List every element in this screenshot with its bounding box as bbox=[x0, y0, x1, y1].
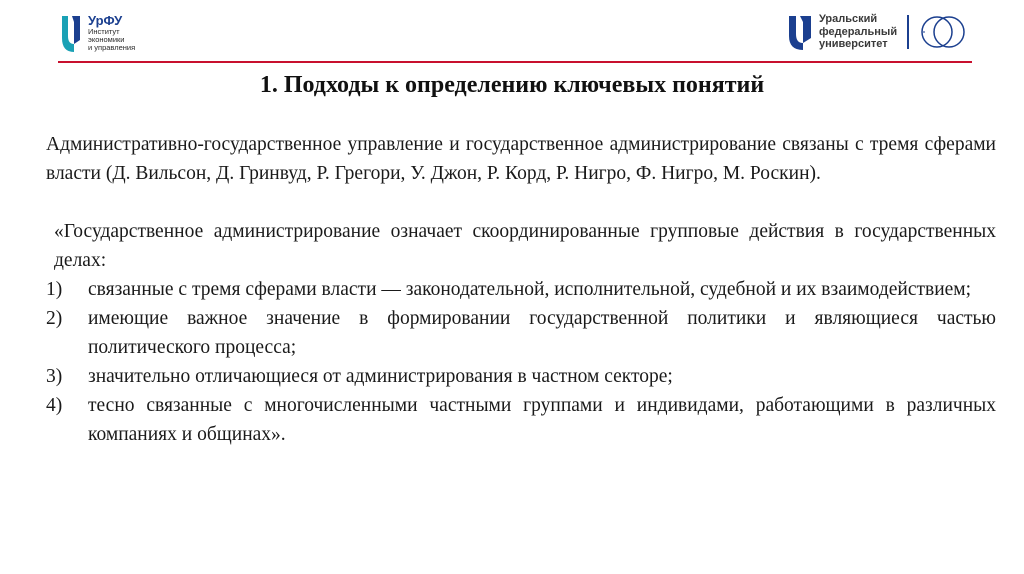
urfu-u-logo-icon bbox=[787, 12, 813, 52]
list-number: 1) bbox=[46, 279, 63, 300]
list-number: 4) bbox=[46, 395, 63, 416]
institute-logo bbox=[60, 14, 135, 54]
list-item bbox=[46, 391, 996, 449]
brand-name: УрФУ bbox=[88, 13, 123, 28]
slide-body bbox=[46, 130, 996, 449]
list-number: 2) bbox=[46, 308, 63, 329]
university-logo bbox=[787, 12, 969, 52]
urfu-u-logo-icon bbox=[60, 14, 82, 54]
header-divider bbox=[58, 61, 972, 63]
university-line-2: федеральный bbox=[819, 25, 898, 38]
intro-paragraph: Административно-государственное управление и государственное администрирование связаны с тремя сферами власти (Д. Вильсон, Д. Гринвуд, Р. Грегори, У. Джон, Р. Корд, Р. Нигро, Ф. Нигро, М. Роскин). bbox=[46, 134, 996, 184]
list-text: тесно связанные с многочисленными частными группами и индивидами, работающими в различных компаниях и общинах». bbox=[88, 395, 996, 445]
centenary-emblem-icon bbox=[917, 12, 969, 52]
list-item bbox=[46, 275, 996, 304]
list-text: связанные с тремя сферами власти — законодательной, исполнительной, судебной и их взаимодействием; bbox=[88, 279, 972, 300]
institute-line-2: экономики bbox=[88, 35, 125, 44]
list-number: 3) bbox=[46, 366, 63, 387]
university-line-3: университет bbox=[819, 38, 888, 51]
logo-separator bbox=[907, 15, 909, 49]
quote-paragraph: «Государственное администрирование означает скоординированные групповые действия в государственных делах: bbox=[54, 221, 996, 271]
list-text: имеющие важное значение в формировании государственной политики и являющиеся частью политического процесса; bbox=[88, 308, 996, 358]
institute-line-3: и управления bbox=[88, 43, 136, 52]
list-item bbox=[46, 304, 996, 362]
list-text: значительно отличающиеся от администрирования в частном секторе; bbox=[88, 366, 673, 387]
university-line-1: Уральский bbox=[819, 13, 878, 26]
list-item bbox=[46, 362, 996, 391]
institute-line-1: Институт bbox=[88, 27, 120, 36]
numbered-list bbox=[46, 275, 996, 449]
slide-title: 1. Подходы к определению ключевых понятий bbox=[259, 72, 765, 98]
